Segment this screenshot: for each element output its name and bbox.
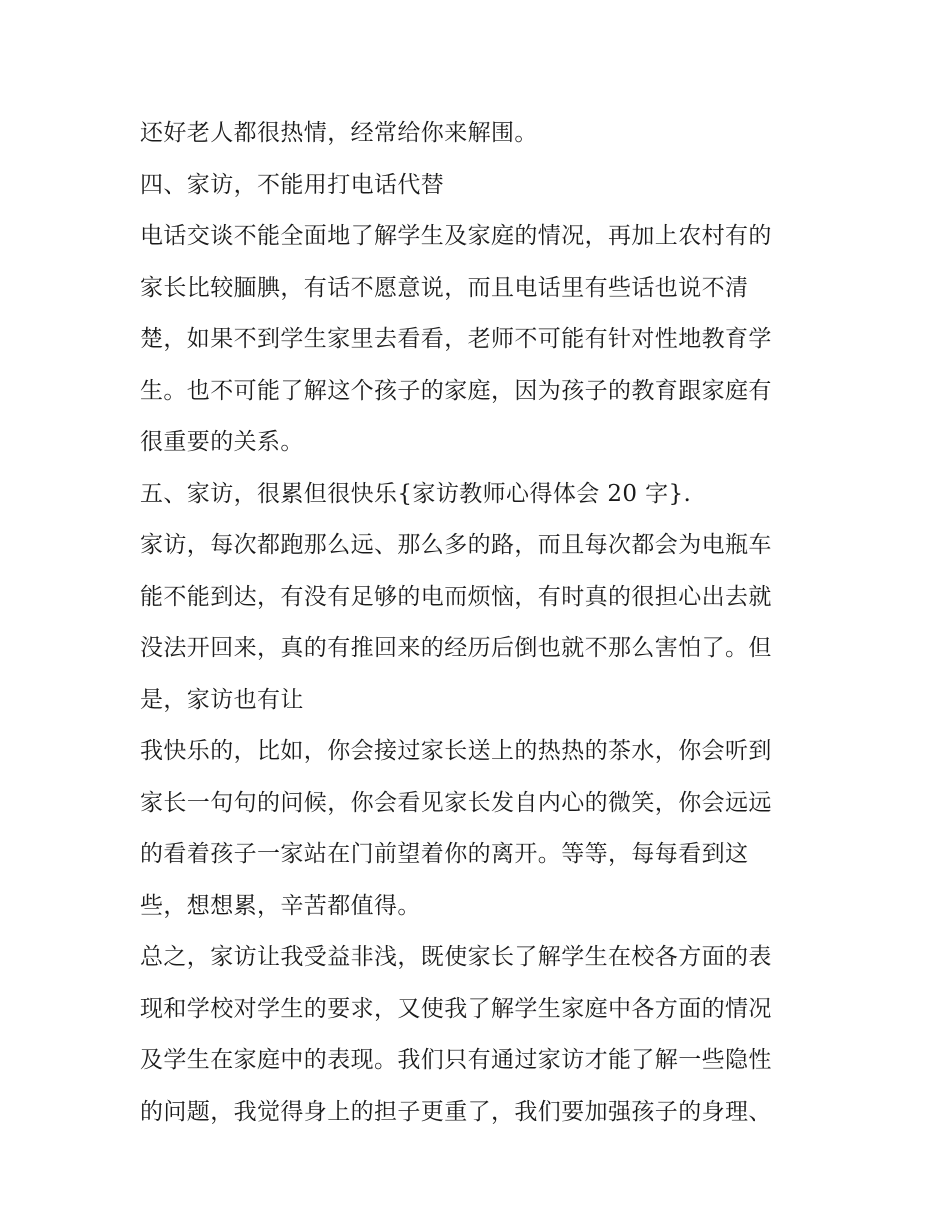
text-line: 是，家访也有让 — [140, 686, 304, 713]
text-line: 很重要的关系。 — [140, 429, 304, 455]
section-heading-five: 五、家访，很累但很快乐{家访教师心得体会 20 字}. — [140, 480, 692, 507]
text-line: 没法开回来，真的有推回来的经历后倒也就不那么害怕了。但 — [140, 635, 772, 661]
text-line: 我快乐的，比如，你会接过家长送上的热热的茶水，你会听到 — [140, 738, 772, 764]
text-line: 电话交谈不能全面地了解学生及家庭的情况，再加上农村有的 — [140, 223, 772, 249]
section-heading-four: 四、家访，不能用打电话代替 — [140, 171, 445, 198]
text-line: 楚，如果不到学生家里去看看，老师不可能有针对性地教育学 — [140, 326, 772, 352]
text-line: 家访，每次都跑那么远、那么多的路，而且每次都会为电瓶车 — [140, 532, 772, 558]
body-text — [140, 108, 820, 1138]
text-line: 还好老人都很热情，经常给你来解围。 — [140, 120, 538, 146]
text-line: 生。也不可能了解这个孩子的家庭，因为孩子的教育跟家庭有 — [140, 377, 772, 404]
text-line: 的问题，我觉得身上的担子更重了，我们要加强孩子的身理、 — [140, 1098, 772, 1125]
text-line: 家长比较腼腆，有话不愿意说，而且电话里有些话也说不清 — [140, 274, 749, 301]
text-line: 的看着孩子一家站在门前望着你的离开。等等，每每看到这 — [140, 841, 749, 867]
text-line: 些，想想累，辛苦都值得。 — [140, 892, 421, 919]
text-line: 家长一句句的问候，你会看见家长发自内心的微笑，你会远远 — [140, 789, 772, 816]
text-line: 能不能到达，有没有足够的电而烦恼，有时真的很担心出去就 — [140, 583, 772, 610]
text-line: 及学生在家庭中的表现。我们只有通过家访才能了解一些隐性 — [140, 1047, 772, 1073]
text-line: 现和学校对学生的要求，又使我了解学生家庭中各方面的情况 — [140, 995, 772, 1022]
text-line: 总之，家访让我受益非浅，既使家长了解学生在校各方面的表 — [140, 944, 772, 970]
